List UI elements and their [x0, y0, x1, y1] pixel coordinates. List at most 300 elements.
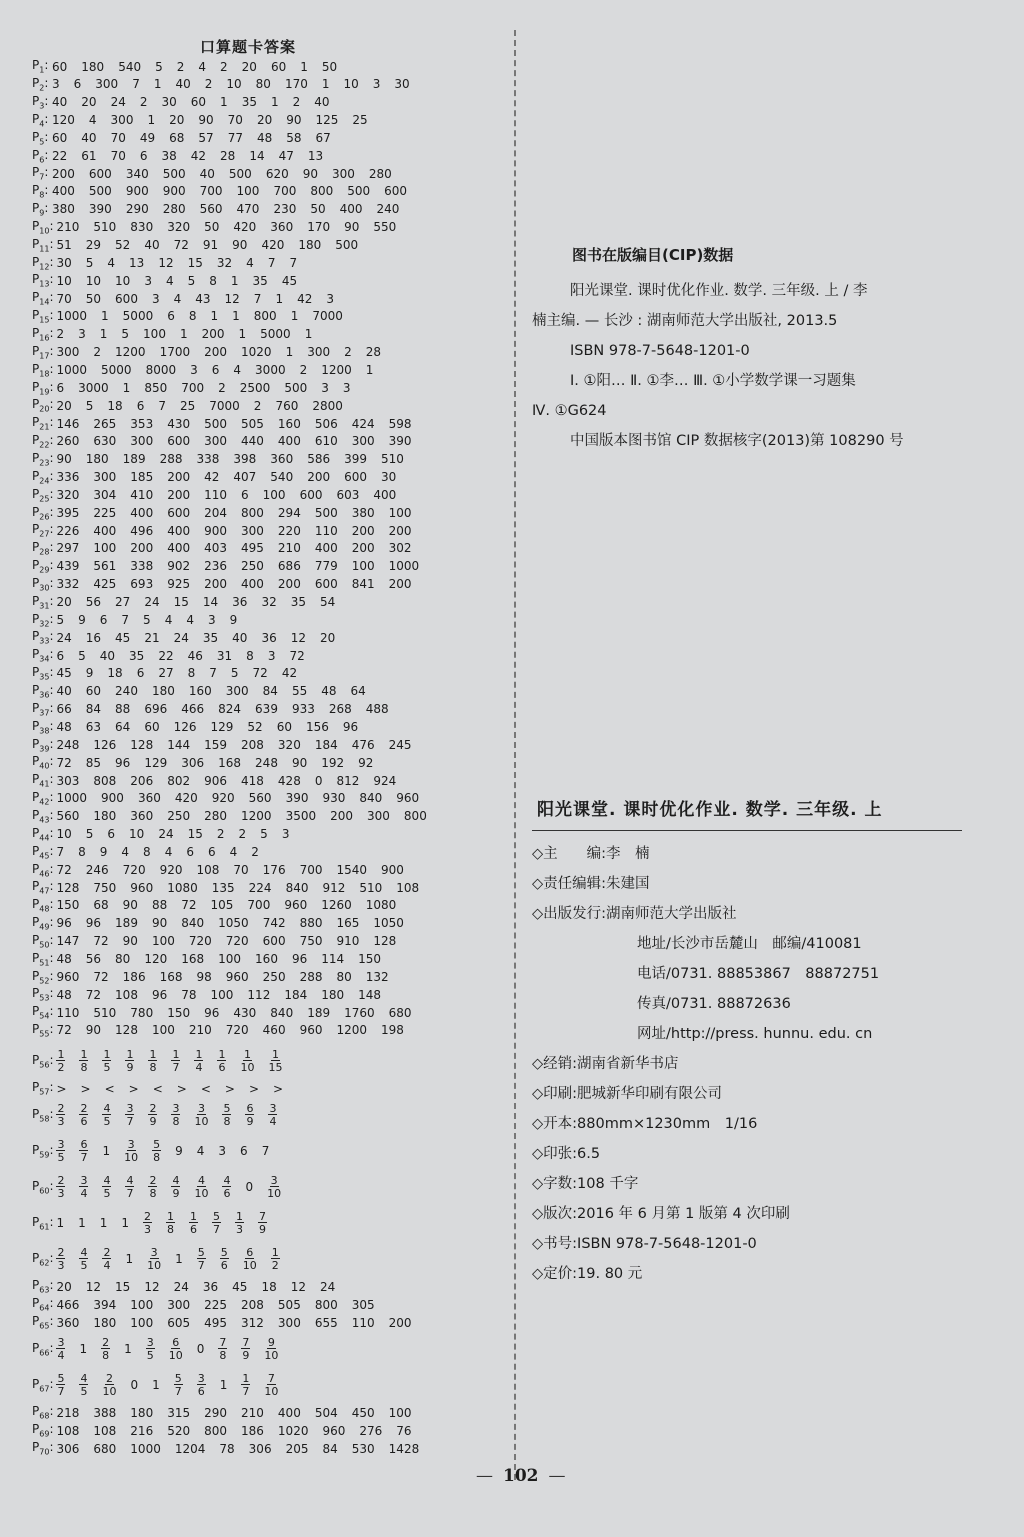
- answer-value: 488: [365, 702, 389, 717]
- answer-value: 30: [394, 77, 410, 92]
- fraction-answer: $\frac{3}{5}$: [57, 1137, 65, 1164]
- answer-value: 1000: [130, 1441, 161, 1456]
- page-label: $P_2$:: [32, 76, 49, 93]
- page-label: $P_{70}$:: [32, 1440, 54, 1457]
- answer-value: 340: [125, 166, 149, 181]
- fraction-answer: $\frac{3}{10}$: [147, 1245, 162, 1272]
- answer-value: 1260: [321, 898, 352, 913]
- answer-value: 495: [204, 1315, 228, 1330]
- answer-value: 6: [241, 487, 249, 502]
- answer-value: 150: [56, 898, 80, 913]
- answer-value: 192: [321, 755, 345, 770]
- answer-value: 1000: [56, 309, 88, 324]
- chief-editor: ◇主 编:李 楠: [532, 846, 650, 862]
- page-label: $P_{19}$:: [32, 379, 54, 396]
- answer-value: 430: [233, 1005, 257, 1020]
- answer-value: 476: [351, 737, 375, 752]
- answer-value: 64: [115, 719, 131, 734]
- answer-value: 112: [247, 987, 271, 1002]
- answer-row: [32, 94, 344, 111]
- answer-value: 560: [199, 202, 223, 217]
- answer-value: 1: [79, 1341, 88, 1356]
- answer-value: 912: [322, 880, 346, 895]
- answer-value: 250: [167, 809, 191, 824]
- answer-value: 306: [56, 1441, 80, 1456]
- answer-value: 400: [241, 577, 264, 592]
- answer-value: 5: [85, 255, 94, 270]
- answer-value: 20: [241, 59, 257, 74]
- answer-value: 148: [358, 987, 382, 1002]
- answer-value: 1080: [167, 880, 198, 895]
- answer-value: 5: [78, 648, 86, 663]
- answer-value: 128: [130, 737, 154, 752]
- answer-value: 1: [122, 380, 131, 395]
- answer-value: 30: [381, 470, 397, 485]
- answer-value: 696: [144, 702, 168, 717]
- answer-value: 1: [285, 345, 294, 360]
- answer-value: 60: [52, 59, 68, 74]
- answer-value: 80: [115, 952, 131, 966]
- answer-value: 210: [188, 1023, 212, 1038]
- page-label: $P_{63}$:: [32, 1278, 54, 1295]
- answer-value: 1: [179, 327, 188, 342]
- answer-value: 189: [307, 1005, 331, 1020]
- answer-row: [32, 897, 410, 914]
- answer-value: 500: [162, 166, 186, 181]
- answer-value: 800: [403, 809, 427, 824]
- answer-row: [32, 915, 418, 932]
- answer-value: 3500: [285, 809, 317, 824]
- answer-value: 6: [99, 612, 108, 627]
- answer-value: 800: [253, 309, 277, 324]
- answer-value: 720: [225, 1023, 249, 1038]
- answer-value: 450: [351, 1405, 375, 1420]
- answer-value: 24: [173, 1279, 189, 1294]
- answer-value: 88: [151, 898, 168, 913]
- answer-row: [32, 165, 406, 182]
- answer-value: 495: [241, 541, 264, 556]
- answer-value: 4: [186, 612, 194, 627]
- answer-value: 700: [299, 862, 323, 877]
- answer-value: 750: [93, 880, 117, 895]
- answer-value: 500: [335, 238, 359, 252]
- page-label: $P_7$:: [32, 165, 49, 182]
- answer-value: 15: [115, 1279, 131, 1294]
- answer-value: 184: [314, 737, 338, 752]
- answer-value: 170: [307, 220, 331, 235]
- answer-row: [32, 933, 410, 950]
- answer-row: [32, 951, 395, 968]
- fraction-answer: $\frac{2}{9}$: [149, 1101, 157, 1128]
- answer-row: [32, 272, 311, 289]
- answer-value: 466: [181, 702, 205, 717]
- answer-value: 129: [210, 719, 234, 734]
- answer-row: [32, 1242, 294, 1276]
- answer-value: 31: [216, 648, 233, 663]
- answer-row: [32, 344, 395, 361]
- answer-value: 1: [220, 95, 228, 110]
- answer-value: 830: [130, 220, 154, 235]
- answer-value: 6: [167, 309, 175, 324]
- answer-value: 147: [56, 934, 80, 949]
- answer-value: 52: [247, 719, 263, 734]
- answer-value: 510: [93, 220, 117, 235]
- page-label: $P_{35}$:: [32, 665, 54, 682]
- answer-value: 1428: [388, 1441, 420, 1456]
- answer-value: 9: [229, 612, 238, 627]
- answer-value: 600: [344, 470, 368, 485]
- page-label: $P_{48}$:: [32, 897, 54, 914]
- answer-value: 742: [262, 916, 286, 931]
- fraction-answer: $\frac{1}{9}$: [126, 1047, 134, 1074]
- answer-value: 225: [93, 505, 117, 520]
- answer-value: 1: [99, 327, 108, 342]
- answer-value: 3: [281, 827, 290, 842]
- answer-value: 500: [228, 166, 252, 181]
- answer-value: 8: [209, 273, 217, 288]
- fraction-answer: $\frac{1}{7}$: [242, 1371, 250, 1398]
- fraction-answer: $\frac{7}{10}$: [264, 1371, 279, 1398]
- answer-value: 510: [93, 1005, 117, 1020]
- answer-value: 45: [281, 273, 298, 288]
- answer-row: [32, 772, 410, 789]
- fraction-answer: $\frac{6}{10}$: [168, 1335, 183, 1362]
- answer-value: 400: [339, 202, 363, 217]
- answer-row: [32, 1404, 426, 1422]
- answer-value: 960: [130, 880, 154, 895]
- answer-value: 506: [314, 416, 338, 431]
- answer-value: 14: [249, 148, 265, 163]
- answer-value: 360: [270, 220, 294, 235]
- answer-value: 6: [136, 398, 145, 413]
- answer-value: 200: [277, 577, 301, 592]
- answer-value: 128: [115, 1023, 138, 1038]
- answer-value: 1: [321, 77, 330, 92]
- answer-value: 808: [93, 773, 117, 788]
- answer-value: 6: [211, 362, 220, 377]
- fraction-answer: $\frac{3}{8}$: [172, 1101, 180, 1128]
- answer-row: [32, 790, 433, 807]
- fraction-answer: $\frac{1}{5}$: [103, 1047, 111, 1074]
- answer-value: 10: [343, 77, 359, 92]
- answer-value: 110: [56, 1005, 80, 1020]
- answer-value: 72: [173, 238, 189, 252]
- answer-value: 100: [151, 934, 175, 949]
- answer-value: 925: [167, 577, 191, 592]
- answer-row: [32, 361, 387, 378]
- answer-value: 900: [125, 184, 149, 199]
- answer-row: [32, 1278, 349, 1296]
- answer-value: 204: [204, 505, 228, 520]
- answer-value: 146: [56, 416, 80, 431]
- answer-value: 200: [388, 1315, 412, 1330]
- answer-value: 48: [256, 130, 273, 145]
- answer-value: 100: [151, 1023, 175, 1038]
- answer-value: 900: [162, 184, 186, 199]
- answer-value: 4: [198, 59, 207, 74]
- answer-value: 56: [85, 952, 102, 966]
- answer-row: [32, 843, 273, 860]
- answer-value: 610: [314, 434, 338, 449]
- answer-value: 42: [204, 470, 220, 485]
- answer-row: [32, 58, 351, 75]
- answer-value: 36: [202, 1279, 219, 1294]
- answer-row: [32, 1422, 426, 1440]
- answer-value: 248: [56, 737, 80, 752]
- answer-row: [32, 1022, 418, 1039]
- answer-value: 27: [158, 666, 174, 681]
- answer-value: 802: [167, 773, 191, 788]
- answer-row: [32, 826, 303, 843]
- answer-value: 300: [225, 684, 249, 699]
- answer-value: 42: [281, 666, 298, 681]
- cip-block: [532, 240, 972, 456]
- answer-value: 24: [173, 630, 189, 645]
- answer-value: 960: [284, 898, 308, 913]
- answer-value: 800: [241, 505, 264, 520]
- answer-value: 720: [225, 934, 249, 949]
- page-label: $P_{46}$:: [32, 861, 54, 878]
- answer-value: 70: [110, 130, 126, 145]
- answer-value: 24: [158, 827, 174, 842]
- answer-value: 126: [93, 737, 117, 752]
- answer-value: 40: [144, 238, 160, 252]
- answer-value: 750: [299, 934, 323, 949]
- answer-value: 403: [204, 541, 228, 556]
- answer-value: 15: [173, 595, 189, 609]
- answer-value: 320: [277, 737, 301, 752]
- answer-value: 40: [81, 130, 97, 145]
- page-label: $P_{29}$:: [32, 558, 54, 575]
- answer-value: 70: [56, 291, 72, 306]
- answer-value: 496: [130, 523, 154, 538]
- answer-value: 114: [321, 952, 345, 966]
- answer-value: 180: [81, 59, 105, 74]
- page-label: $P_{33}$:: [32, 629, 54, 646]
- answer-value: 24: [320, 1279, 336, 1294]
- answer-value: 300: [204, 434, 228, 449]
- answer-value: 108: [196, 862, 220, 877]
- page-label: $P_{47}$:: [32, 879, 54, 896]
- answer-value: 12: [144, 1279, 160, 1294]
- answer-value: 598: [388, 416, 412, 431]
- answer-value: 390: [285, 791, 309, 806]
- answer-value: 50: [85, 291, 102, 306]
- answer-value: 300: [241, 523, 264, 538]
- answer-value: 550: [373, 220, 397, 235]
- answer-value: 336: [56, 470, 80, 485]
- answer-value: 165: [336, 916, 360, 931]
- page-label: $P_{42}$:: [32, 790, 54, 807]
- answer-value: 390: [388, 434, 412, 449]
- answer-value: 28: [365, 345, 382, 360]
- answer-value: >: [248, 1081, 260, 1096]
- answer-value: 108: [56, 1423, 80, 1438]
- answer-value: 2: [292, 95, 301, 110]
- page-label: $P_{34}$:: [32, 647, 54, 664]
- answer-value: 58: [286, 130, 302, 145]
- answer-value: 218: [56, 1405, 80, 1420]
- answer-value: 540: [118, 59, 142, 74]
- answer-value: 90: [122, 934, 138, 949]
- answer-value: 360: [270, 452, 294, 467]
- page-label: $P_{52}$:: [32, 968, 54, 986]
- page-label: $P_{62}$:: [32, 1250, 54, 1267]
- answer-value: 1000: [388, 559, 420, 574]
- answer-value: 906: [204, 773, 228, 788]
- fraction-answer: $\frac{1}{8}$: [80, 1047, 88, 1074]
- answer-value: 1080: [365, 898, 397, 913]
- answer-value: 9: [99, 844, 108, 859]
- answer-value: 96: [342, 719, 359, 734]
- answer-value: 302: [388, 541, 412, 556]
- page-label: $P_8$:: [32, 183, 49, 200]
- answer-row: [32, 1134, 283, 1168]
- page-label: $P_{26}$:: [32, 504, 54, 521]
- answer-value: 10: [56, 827, 72, 842]
- answer-value: 200: [204, 577, 228, 592]
- answer-value: 900: [101, 791, 124, 806]
- answer-row: [32, 861, 418, 878]
- answer-value: 110: [204, 487, 228, 502]
- fraction-answer: $\frac{1}{4}$: [195, 1047, 203, 1074]
- publisher-phone: 电话/0731. 88853867 88872751: [637, 966, 880, 982]
- answer-value: 7: [261, 1143, 270, 1158]
- answer-value: 90: [291, 755, 308, 770]
- answer-value: 48: [56, 987, 72, 1002]
- answer-value: 45: [115, 630, 131, 645]
- answer-value: 2: [204, 77, 213, 92]
- page-label: $P_5$:: [32, 129, 49, 147]
- answer-value: 72: [56, 1023, 72, 1038]
- answer-value: 156: [305, 719, 329, 734]
- answer-value: 6: [56, 380, 65, 395]
- fraction-answer: $\frac{1}{3}$: [236, 1209, 244, 1236]
- cip-line: 楠主编. — 长沙 : 湖南师范大学出版社, 2013.5: [532, 313, 838, 329]
- answer-value: 96: [291, 952, 308, 966]
- answer-row: [32, 1098, 291, 1132]
- answer-value: 3: [207, 612, 216, 627]
- answer-value: 35: [252, 273, 268, 288]
- answer-value: 250: [262, 969, 286, 984]
- answer-value: 30: [56, 255, 72, 270]
- answer-value: 3: [321, 380, 329, 395]
- answer-value: 5: [230, 666, 239, 681]
- answer-value: 1: [210, 309, 219, 324]
- page-label: $P_{18}$:: [32, 361, 54, 379]
- answer-value: 425: [93, 577, 117, 592]
- answer-value: 560: [56, 809, 80, 824]
- cip-line: 阳光课堂. 课时优化作业. 数学. 三年级. 上 / 李: [570, 283, 868, 299]
- page-label: $P_{27}$:: [32, 522, 54, 539]
- answer-value: 500: [347, 184, 371, 199]
- answer-value: 84: [262, 684, 278, 699]
- answer-value: 600: [299, 487, 323, 502]
- answer-value: 120: [144, 952, 168, 966]
- answer-value: 160: [255, 952, 278, 966]
- answer-value: 3: [372, 77, 381, 92]
- answer-row: [32, 112, 382, 129]
- answer-value: 27: [115, 595, 131, 609]
- answer-row: [32, 326, 326, 343]
- answer-value: 72: [181, 898, 197, 913]
- answer-value: 1: [365, 362, 374, 377]
- answer-value: 76: [396, 1423, 412, 1438]
- page-number-value: 102: [503, 1466, 539, 1486]
- answer-value: 700: [273, 184, 297, 199]
- page-label: $P_{68}$:: [32, 1404, 54, 1421]
- answer-value: 1: [78, 1215, 86, 1230]
- answer-value: 54: [320, 595, 336, 609]
- answer-value: 22: [52, 148, 68, 163]
- answer-value: 841: [351, 577, 375, 592]
- answer-value: 160: [277, 416, 301, 431]
- answer-value: 1: [219, 1377, 228, 1392]
- answer-value: 680: [93, 1441, 117, 1456]
- fraction-answer: $\frac{4}{10}$: [194, 1173, 209, 1200]
- answer-value: 210: [56, 220, 80, 235]
- answer-value: 12: [290, 1279, 307, 1294]
- answer-value: 500: [88, 184, 112, 199]
- answer-value: 680: [388, 1005, 412, 1020]
- answer-value: 8000: [145, 362, 177, 377]
- answer-row: [32, 665, 311, 682]
- answer-value: 100: [236, 184, 260, 199]
- answer-value: 1020: [277, 1423, 309, 1438]
- answer-value: 72: [85, 987, 102, 1002]
- answer-value: 240: [376, 202, 400, 217]
- answer-value: 15: [187, 255, 203, 270]
- fraction-answer: $\frac{2}{10}$: [102, 1371, 117, 1398]
- page-label: $P_{30}$:: [32, 575, 54, 593]
- answer-value: 84: [322, 1441, 338, 1456]
- book-number: ◇书号:ISBN 978-7-5648-1201-0: [532, 1236, 757, 1252]
- answer-value: 12: [224, 291, 240, 306]
- answer-value: 42: [190, 148, 207, 163]
- answer-value: 49: [139, 130, 156, 145]
- answer-value: 20: [56, 595, 72, 609]
- cip-isbn: ISBN 978-7-5648-1201-0: [570, 343, 750, 359]
- answer-value: 5: [56, 612, 65, 627]
- fraction-answer: $\frac{1}{15}$: [268, 1047, 283, 1074]
- page-label: $P_{13}$:: [32, 272, 54, 289]
- answer-value: 10: [226, 77, 242, 92]
- answer-value: 180: [93, 1315, 117, 1330]
- answer-value: 1: [99, 1215, 108, 1230]
- answer-value: 68: [169, 130, 185, 145]
- answer-value: 248: [255, 755, 278, 770]
- answer-value: 920: [211, 791, 235, 806]
- answer-row: [32, 237, 372, 254]
- answer-value: 1: [153, 77, 162, 92]
- answer-row: [32, 451, 418, 468]
- answer-value: 90: [286, 113, 302, 128]
- answer-value: 4: [107, 255, 116, 270]
- answer-value: 320: [56, 487, 80, 502]
- answer-value: 90: [198, 113, 214, 128]
- page-label: $P_{55}$:: [32, 1022, 54, 1039]
- answer-value: 960: [56, 969, 80, 984]
- answer-value: 6: [136, 666, 145, 681]
- page-label: $P_{21}$:: [32, 415, 54, 432]
- answer-value: 160: [188, 684, 212, 699]
- answer-value: 320: [167, 220, 191, 235]
- answer-value: 198: [381, 1023, 404, 1038]
- answer-value: 1700: [159, 345, 191, 360]
- answer-value: 85: [85, 755, 102, 770]
- answer-value: 400: [277, 1405, 301, 1420]
- answer-row: [32, 1004, 426, 1021]
